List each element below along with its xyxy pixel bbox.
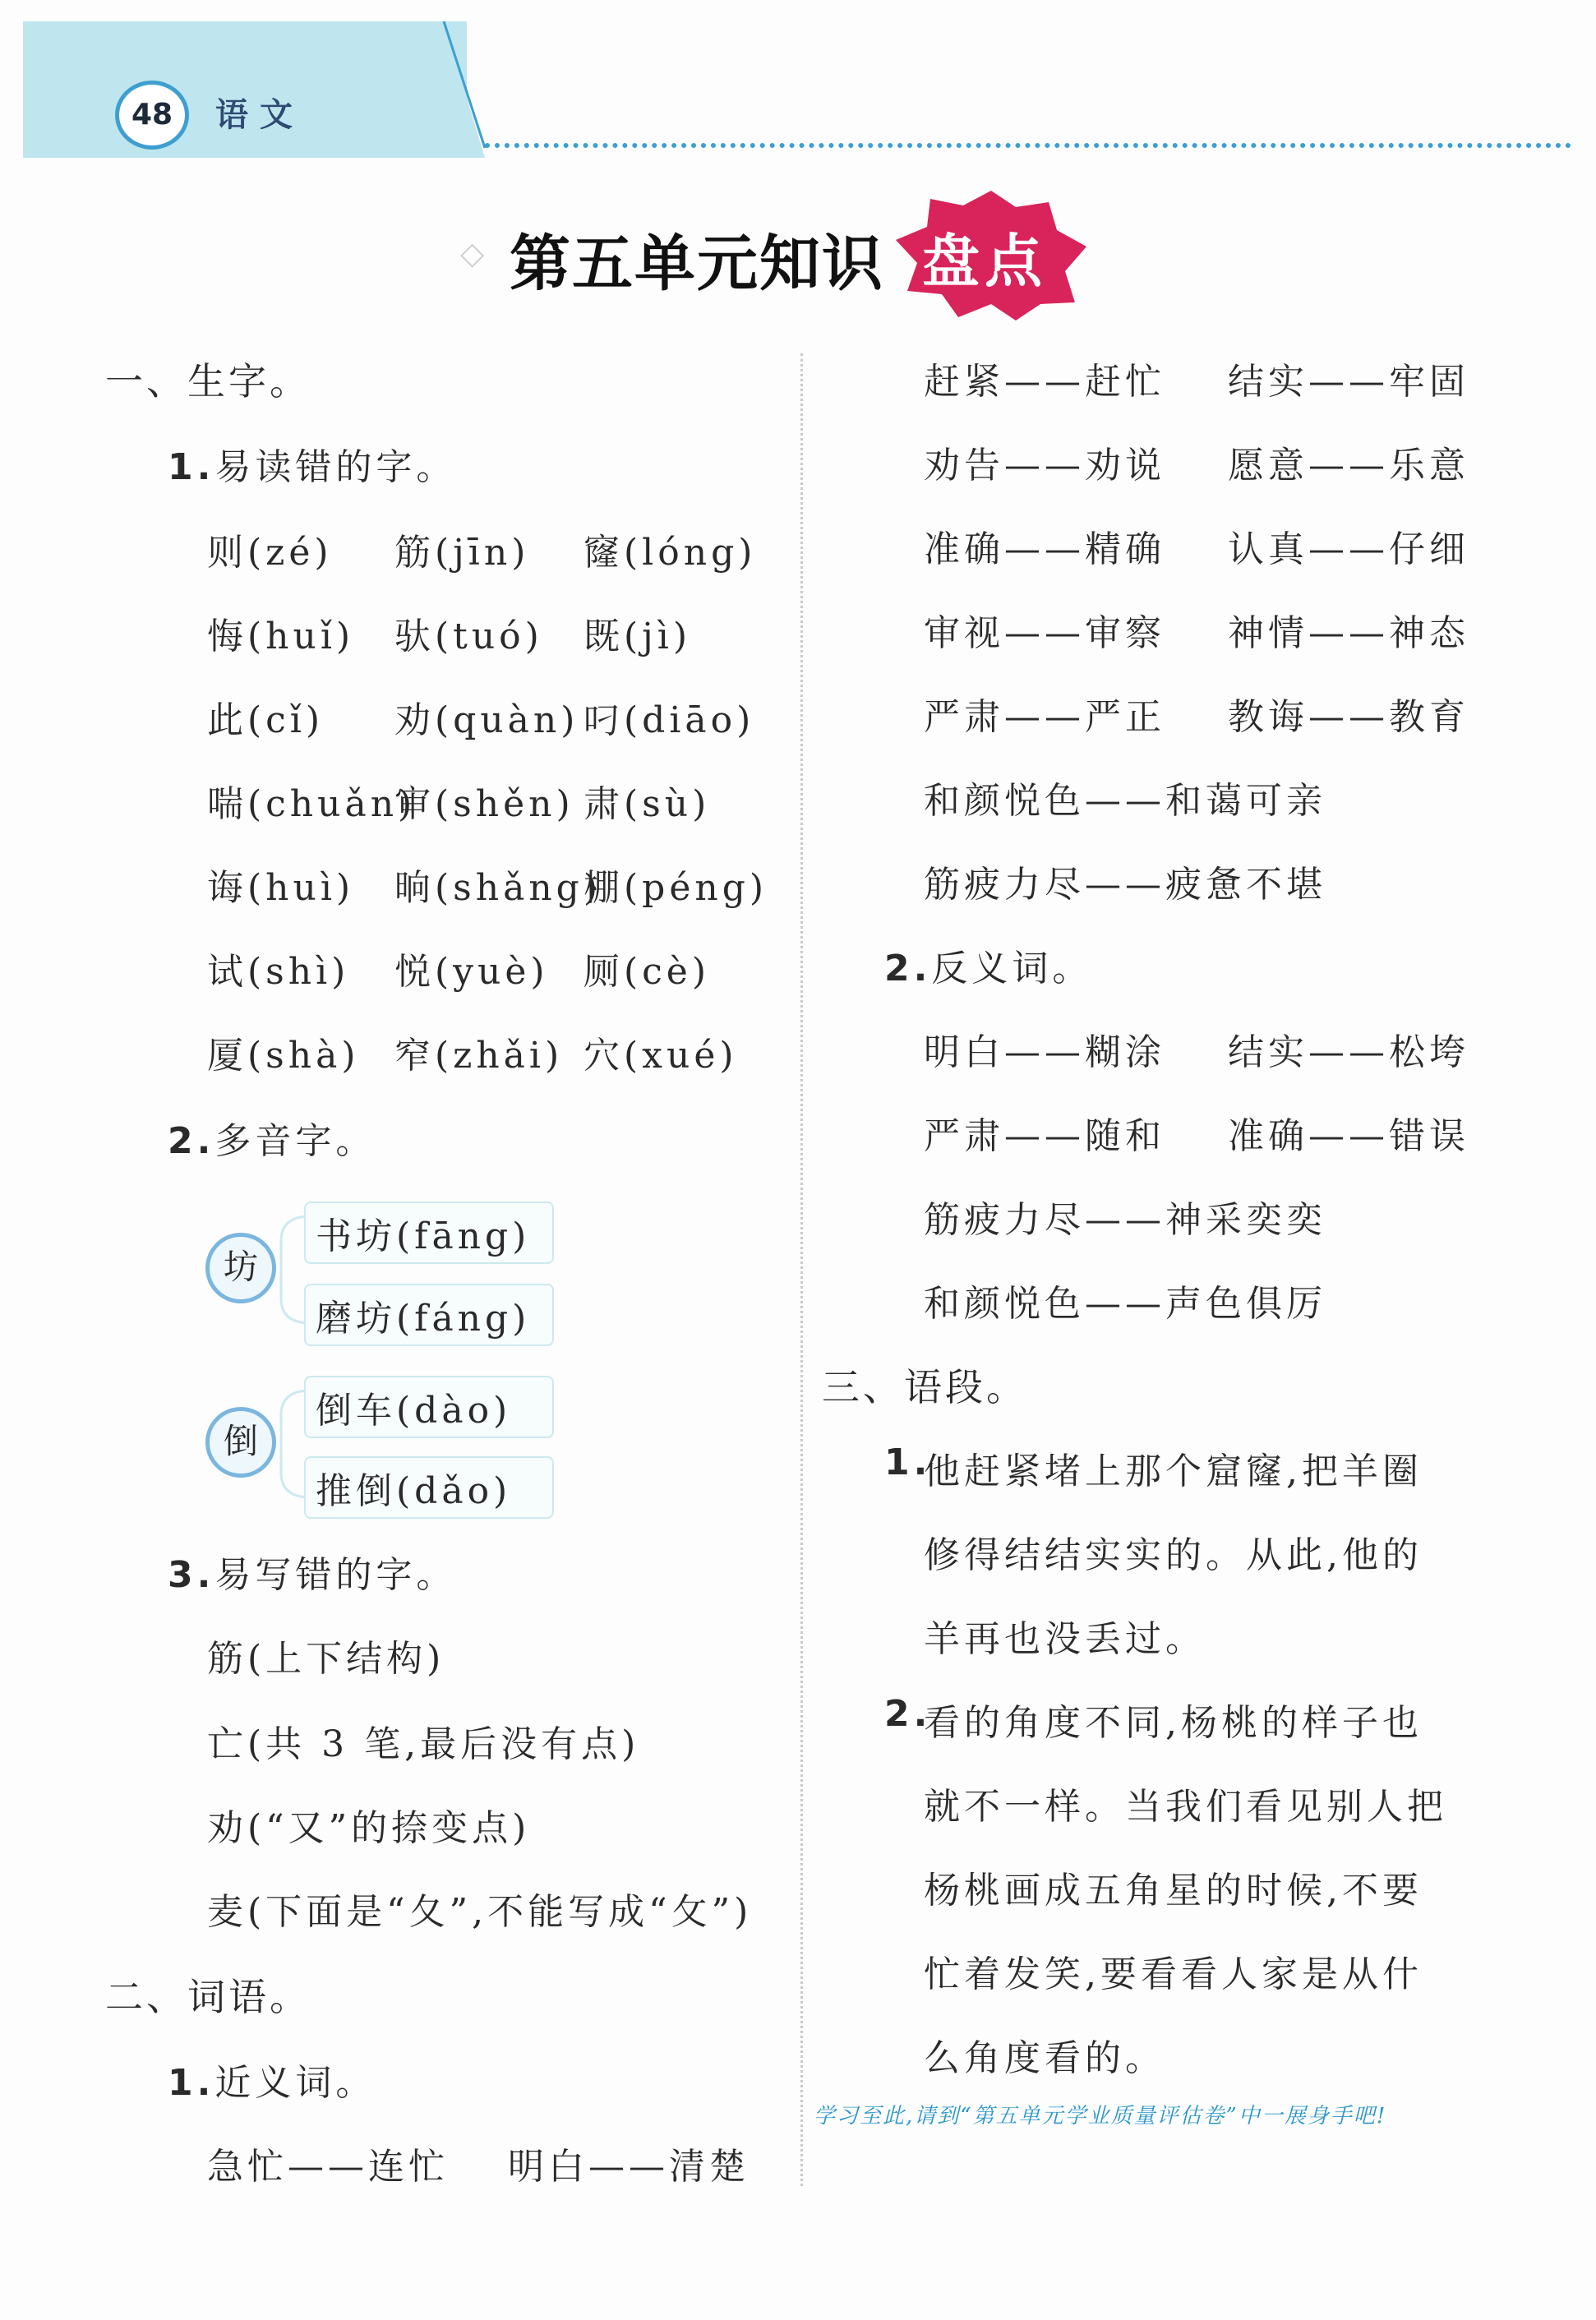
badge-label: 盘点 — [922, 228, 1047, 295]
char-item: 悦(yuè) — [394, 951, 549, 993]
polyphonic-word: 磨坊(fáng) — [316, 1298, 531, 1340]
polyphonic-word: 推倒(dǎo) — [316, 1470, 512, 1512]
idiom-pair: 和颜悦色——声色俱厉 — [924, 1283, 1326, 1325]
subheading-miswritten: 3.易写错的字。 — [168, 1554, 457, 1596]
column-divider — [800, 353, 803, 2186]
passage-line: 么角度看的。 — [924, 2037, 1165, 2079]
passage-line: 杨桃画成五角星的时候,不要 — [924, 1870, 1423, 1912]
page-number: 48 — [115, 81, 189, 150]
char-item: 则(zé) — [207, 532, 333, 574]
idiom-pair: 和颜悦色——和蔼可亲 — [924, 780, 1326, 822]
page-title: 第五单元知识 — [510, 228, 884, 299]
word-pair: 认真——仔细 — [1228, 528, 1469, 570]
word-pair: 愿意——乐意 — [1228, 445, 1469, 487]
word-pair: 明白——糊涂 — [924, 1031, 1165, 1073]
word-pair: 准确——精确 — [924, 528, 1165, 570]
word-pair: 急忙——连忙 — [207, 2146, 449, 2188]
passage-line: 就不一样。当我们看见别人把 — [924, 1786, 1447, 1828]
char-item: 既(jì) — [584, 616, 692, 657]
passage-line: 忙着发笑,要看看人家是从什 — [924, 1953, 1423, 1995]
subheading-misread-chars: 1.易读错的字。 — [168, 446, 457, 488]
word-pair: 结实——牢固 — [1228, 361, 1469, 403]
passage-line: 修得结结实实的。从此,他的 — [924, 1534, 1423, 1576]
section-heading-words: 二、词语。 — [105, 1975, 311, 2019]
word-pair: 结实——松垮 — [1228, 1031, 1469, 1073]
write-note: 劝(“又”的捺变点) — [207, 1807, 531, 1849]
idiom-pair: 筋疲力尽——神采奕奕 — [924, 1199, 1326, 1241]
char-item: 驮(tuó) — [394, 616, 543, 657]
write-note: 麦(下面是“夂”,不能写成“攵”) — [207, 1891, 753, 1933]
subject-label: 语文 — [215, 95, 304, 134]
footer-note: 学习至此,请到“第五单元学业质量评估卷”中一展身手吧! — [814, 2104, 1387, 2129]
watermark-icon: ◇ — [460, 235, 485, 271]
header-decoration — [0, 0, 1596, 164]
subheading-antonyms: 2.反义词。 — [884, 948, 1093, 989]
char-item: 悔(huǐ) — [207, 616, 355, 657]
word-pair: 赶紧——赶忙 — [924, 361, 1165, 403]
polyphonic-word: 倒车(dào) — [316, 1390, 512, 1432]
subheading-synonyms: 1.近义词。 — [168, 2062, 376, 2104]
char-item: 审(shěn) — [394, 783, 574, 825]
char-item: 此(cǐ) — [207, 699, 325, 741]
section-heading-characters: 一、生字。 — [105, 359, 311, 404]
char-item: 棚(péng) — [584, 867, 768, 909]
char-item: 叼(diāo) — [584, 699, 755, 741]
passage-line: 看的角度不同,杨桃的样子也 — [924, 1702, 1423, 1744]
idiom-pair: 筋疲力尽——疲惫不堪 — [924, 864, 1326, 906]
char-item: 窄(zhǎi) — [394, 1035, 564, 1077]
char-item: 厕(cè) — [584, 951, 711, 993]
passage-number: 1. — [884, 1441, 932, 1483]
word-pair: 审视——审察 — [924, 612, 1165, 654]
polyphonic-char-badge: 坊 — [205, 1233, 276, 1303]
passage-number: 2. — [884, 1693, 932, 1735]
char-item: 劝(quàn) — [394, 699, 579, 741]
word-pair: 教诲——教育 — [1228, 696, 1469, 738]
word-pair: 准确——错误 — [1228, 1115, 1469, 1157]
polyphonic-word: 书坊(fāng) — [316, 1215, 531, 1257]
char-item: 喘(chuǎn) — [207, 783, 417, 825]
passage-line: 羊再也没丢过。 — [924, 1618, 1206, 1660]
write-note: 筋(上下结构) — [207, 1638, 445, 1680]
header-dotted-rule — [485, 143, 1571, 148]
word-pair: 神情——神态 — [1228, 612, 1469, 654]
char-item: 穴(xué) — [584, 1035, 738, 1077]
word-pair: 严肃——严正 — [924, 696, 1165, 738]
char-item: 筋(jīn) — [394, 532, 530, 574]
subheading-polyphonic: 2.多音字。 — [168, 1120, 376, 1162]
passage-line: 他赶紧堵上那个窟窿,把羊圈 — [924, 1451, 1423, 1492]
section-heading-passages: 三、语段。 — [822, 1365, 1027, 1409]
char-item: 试(shì) — [207, 951, 350, 993]
char-item: 诲(huì) — [207, 867, 355, 909]
word-pair: 明白——清楚 — [508, 2146, 750, 2188]
char-item: 窿(lóng) — [584, 532, 757, 574]
char-item: 肃(sù) — [584, 783, 711, 825]
word-pair: 劝告——劝说 — [924, 445, 1165, 487]
char-item: 厦(shà) — [207, 1035, 360, 1077]
polyphonic-char-badge: 倒 — [205, 1407, 276, 1478]
write-note: 亡(共 3 笔,最后没有点) — [207, 1723, 640, 1765]
char-item: 晌(shǎng) — [394, 867, 602, 909]
word-pair: 严肃——随和 — [924, 1115, 1165, 1157]
